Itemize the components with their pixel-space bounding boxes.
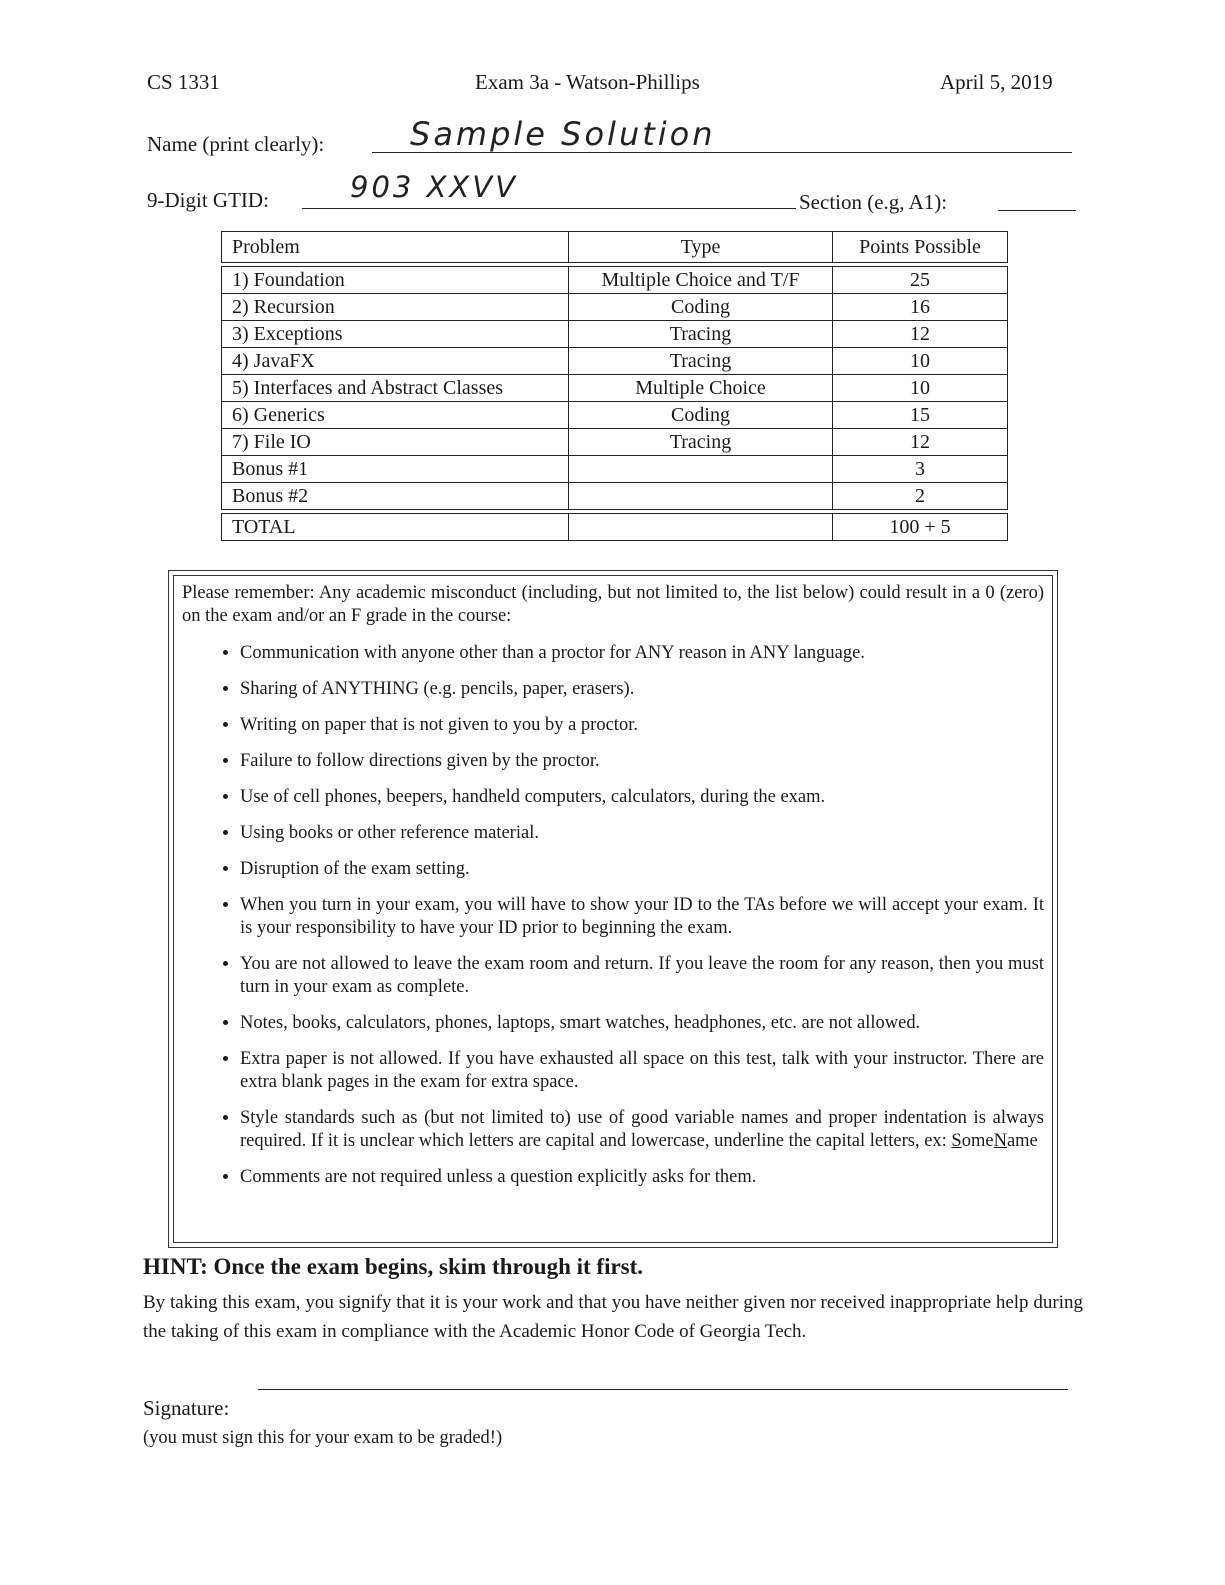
table-header-row (222, 232, 1008, 263)
misconduct-rules-box (168, 570, 1058, 1248)
total-type (569, 514, 833, 541)
rule-item: • Using books or other reference material. (240, 822, 1044, 845)
type-cell: Coding (569, 402, 833, 429)
rule-item: • Sharing of ANYTHING (e.g. pencils, paper, erasers). (240, 678, 1044, 701)
problem-cell: 5) Interfaces and Abstract Classes (222, 375, 569, 402)
table-row (222, 294, 1008, 321)
type-cell: Multiple Choice (569, 375, 833, 402)
table-row (222, 348, 1008, 375)
rule-item: • Extra paper is not allowed. If you have exhausted all space on this test, talk with your instructor. There are extra blank pages in the exam for extra space. (240, 1048, 1044, 1094)
rule-item: • Disruption of the exam setting. (240, 858, 1044, 881)
rule-item: • You are not allowed to leave the exam room and return. If you leave the room for any reason, then you must turn in your exam as complete. (240, 953, 1044, 999)
gtid-label: 9-Digit GTID: (147, 188, 269, 212)
rule-item: • Communication with anyone other than a proctor for ANY reason in ANY language. (240, 642, 1044, 665)
type-cell: Tracing (569, 348, 833, 375)
problem-cell: Bonus #1 (222, 456, 569, 483)
total-label: TOTAL (222, 514, 569, 541)
section-field-line[interactable] (998, 210, 1076, 211)
name-handwritten-value: Sample Solution (410, 115, 716, 153)
gtid-handwritten-value: 903 XXVV (350, 170, 518, 204)
problem-cell: 7) File IO (222, 429, 569, 456)
table-row (222, 456, 1008, 483)
table-row (222, 267, 1008, 294)
header-points: Points Possible (833, 232, 1008, 263)
problem-cell: Bonus #2 (222, 483, 569, 510)
rule-item-text: Style standards such as (but not limited to) use of good variable names and proper indentation is always required. If it is unclear which letters are capital and lowercase, underline the capital letters, ex: (240, 1108, 1044, 1151)
section-label: Section (e.g, A1): (799, 190, 948, 214)
name-label: Name (print clearly): (147, 132, 325, 156)
problem-cell: 6) Generics (222, 402, 569, 429)
problem-cell: 3) Exceptions (222, 321, 569, 348)
points-cell: 10 (833, 375, 1008, 402)
problem-cell: 4) JavaFX (222, 348, 569, 375)
misconduct-rules-inner (173, 575, 1053, 1243)
type-cell: Tracing (569, 321, 833, 348)
type-cell: Tracing (569, 429, 833, 456)
points-cell: 12 (833, 429, 1008, 456)
rule-item: • When you turn in your exam, you will have to show your ID to the TAs before we will accept your exam. It is your responsibility to have your ID prior to beginning the exam. (240, 894, 1044, 940)
points-table (221, 231, 1008, 541)
points-cell: 16 (833, 294, 1008, 321)
header-type: Type (569, 232, 833, 263)
points-cell: 3 (833, 456, 1008, 483)
example-capital-s: S (951, 1131, 962, 1151)
honor-statement: By taking this exam, you signify that it is your work and that you have neither given nor received inappropriate help during the taking of this exam in compliance with the Academic Honor Code of Georgia Tech. (143, 1292, 1083, 1342)
table-row (222, 402, 1008, 429)
rules-list (182, 642, 1044, 1189)
type-cell (569, 456, 833, 483)
header-problem: Problem (222, 232, 569, 263)
rule-item (240, 1107, 1044, 1153)
table-total-row (222, 514, 1008, 541)
points-cell: 15 (833, 402, 1008, 429)
rule-item: • Writing on paper that is not given to you by a proctor. (240, 714, 1044, 737)
problem-cell: 2) Recursion (222, 294, 569, 321)
type-cell: Coding (569, 294, 833, 321)
example-name (951, 1131, 1037, 1151)
exam-title: Exam 3a - Watson-Phillips (475, 70, 700, 94)
example-capital-n: N (993, 1131, 1007, 1151)
type-cell: Multiple Choice and T/F (569, 267, 833, 294)
points-cell: 25 (833, 267, 1008, 294)
total-points: 100 + 5 (833, 514, 1008, 541)
points-cell: 12 (833, 321, 1008, 348)
course-number: CS 1331 (147, 70, 220, 94)
example-lower-1: ome (961, 1131, 994, 1151)
exam-date: April 5, 2019 (940, 70, 1053, 94)
rule-item: • Notes, books, calculators, phones, laptops, smart watches, headphones, etc. are not allowed. (240, 1012, 1044, 1035)
example-lower-2: ame (1006, 1131, 1038, 1151)
problem-cell: 1) Foundation (222, 267, 569, 294)
signature-note: (you must sign this for your exam to be graded!) (143, 1428, 503, 1448)
points-cell: 10 (833, 348, 1008, 375)
table-row (222, 321, 1008, 348)
table-row (222, 483, 1008, 510)
type-cell (569, 483, 833, 510)
signature-line[interactable] (258, 1389, 1068, 1390)
rules-intro: Please remember: Any academic misconduct (including, but not limited to, the list below) could result in a 0 (zero) on the exam and/or an F grade in the course: (182, 583, 1044, 626)
hint-heading: HINT: Once the exam begins, skim through it first. (143, 1254, 644, 1279)
rule-item: • Use of cell phones, beepers, handheld computers, calculators, during the exam. (240, 786, 1044, 809)
table-row (222, 375, 1008, 402)
table-row (222, 429, 1008, 456)
points-cell: 2 (833, 483, 1008, 510)
rule-item: • Failure to follow directions given by the proctor. (240, 750, 1044, 773)
gtid-field-line[interactable] (302, 208, 796, 209)
rule-item: • Comments are not required unless a question explicitly asks for them. (240, 1166, 1044, 1189)
signature-label: Signature: (143, 1396, 230, 1420)
